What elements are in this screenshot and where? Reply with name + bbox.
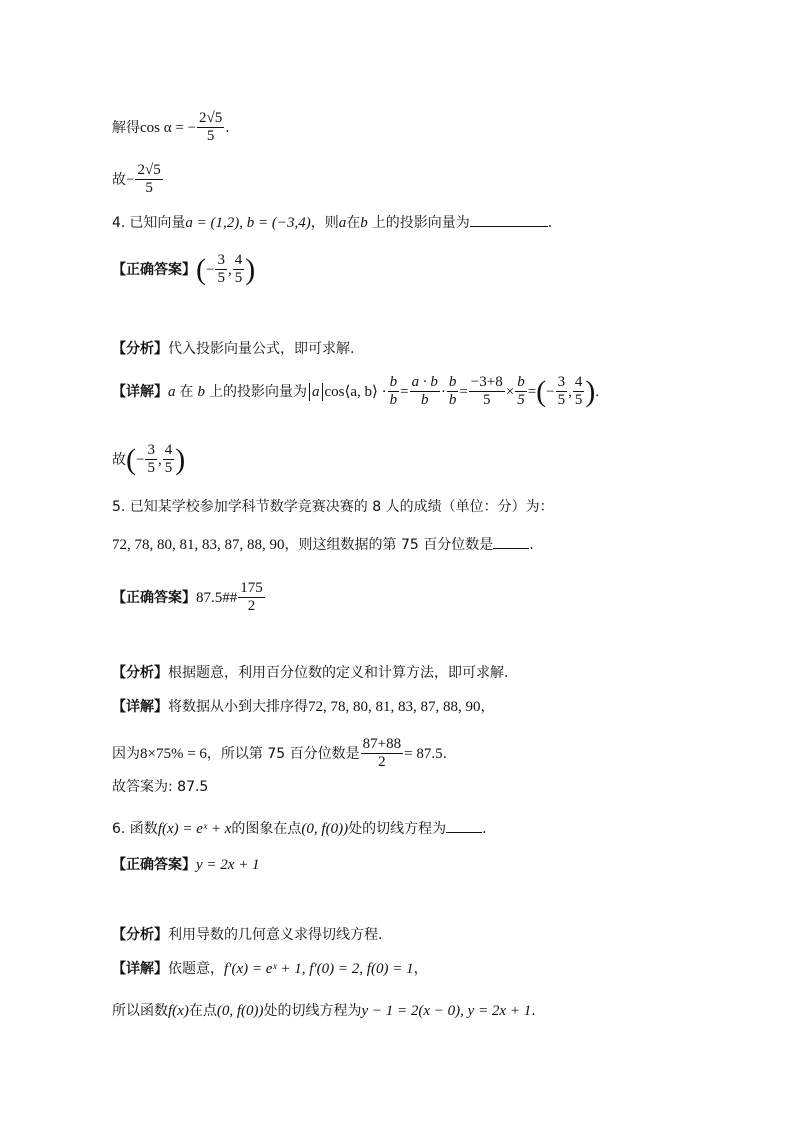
detail-line-q6: 【详解】依题意，f′(x) = eˣ + 1, f′(0) = 2, f(0) = 1， [112,961,428,977]
question-4: 4. 已知向量a = (1,2), b = (−3,4)，则a在b 上的投影向量为 . [112,212,552,231]
question-6: 6. 函数f(x) = eˣ + x的图象在点(0, f(0))处的切线方程为 . [112,818,487,837]
question-5-line-1: 5. 已知某学校参加学科节数学竞赛决赛的 8 人的成绩（单位：分）为： [112,499,554,515]
fraction: $\frac{2√5}{5}$ [199,110,223,145]
detail-line-q6-tangent: 所以函数f(x)在点(0, f(0))处的切线方程为y − 1 = 2(x − 0), y = 2x + 1. [112,1003,536,1019]
detail-line-q5-calc: 因为8×75% = 6，所以第 75 百分位数是 $\frac{87+88}{2}$ = 87.5. [112,736,448,771]
answer-blank[interactable] [470,212,548,227]
fraction: $\frac{2√5}{5}$ [137,162,161,197]
detail-line-q5: 【详解】将数据从小到大排序得72, 78, 80, 81, 83, 87, 88, 90， [112,699,495,715]
answer-line-q4: 【正确答案】(− $\frac{3}{5}$ , $\frac{4}{5}$ ) [112,252,256,287]
answer-blank[interactable] [493,534,529,549]
analysis-line-q6: 【分析】利用导数的几何意义求得切线方程. [112,927,383,943]
analysis-line-q4: 【分析】代入投影向量公式，即可求解. [112,341,355,357]
answer-blank[interactable] [446,818,482,833]
question-5-line-2: 72, 78, 80, 81, 83, 87, 88, 90，则这组数据的第 75 百分位数是 . [112,534,534,553]
analysis-line-q5: 【分析】根据题意，利用百分位数的定义和计算方法，即可求解. [112,665,509,681]
conclusion-line: 故− $\frac{2√5}{5}$ [112,162,161,197]
conclusion-line-q5: 故答案为: 87.5 [112,779,209,795]
answer-line-q5: 【正确答案】87.5## $\frac{175}{2}$ [112,580,263,615]
conclusion-line-q4: 故(− $\frac{3}{5}$ , $\frac{4}{5}$ ) [112,442,186,477]
detail-line-q4: 【详解】a 在 b 上的投影向量为 a cos⟨a, b⟩ · $\frac{b}{b}$ = $\frac{a \cdot b}{b}$ · $\frac{b}{b}$ = $\frac{-3+8}{5}$ × $\frac{b}{5}$ =(− $\frac{3}{5}$ , $\frac{4}{5}$ ). [112,374,600,409]
answer-line-q6: 【正确答案】y = 2x + 1 [112,857,260,873]
solution-line-cos: 解得cos α = − $\frac{2√5}{5}$ . [112,110,230,145]
